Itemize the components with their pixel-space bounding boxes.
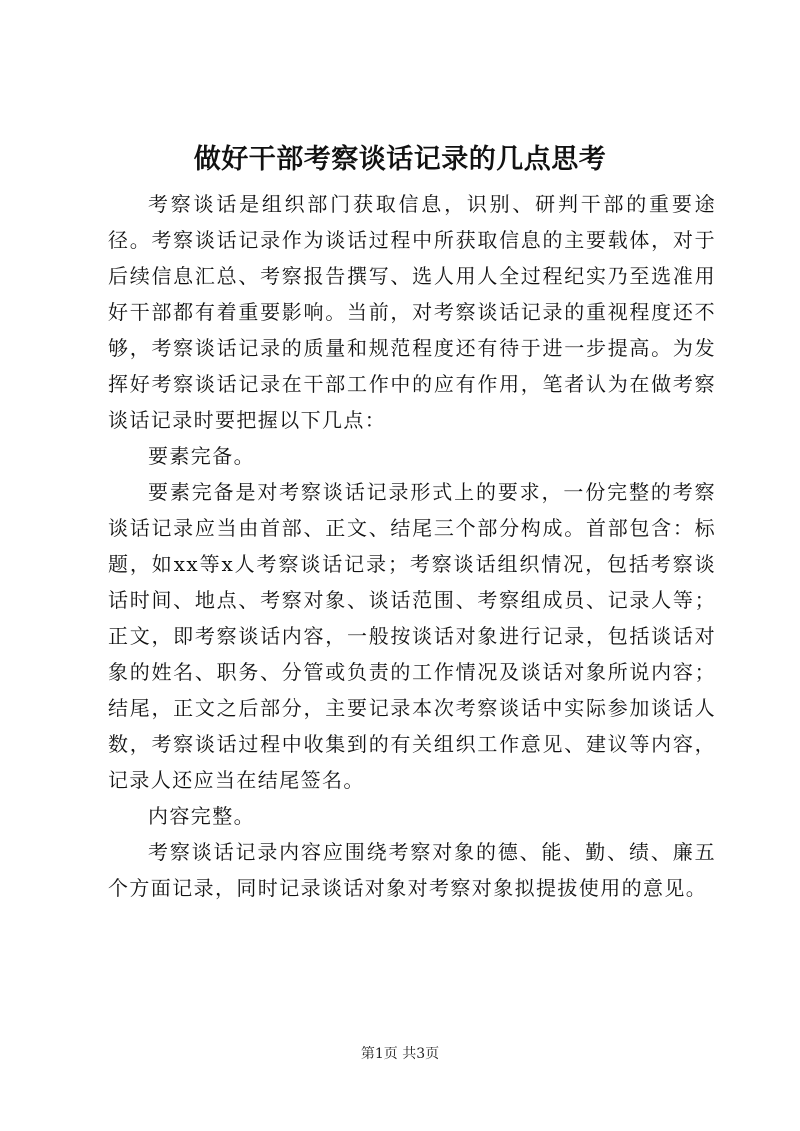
page-number: 第1页 共3页 — [360, 1046, 440, 1062]
document-body — [108, 186, 716, 906]
section-heading-content-complete: 内容完整。 — [148, 804, 255, 828]
paragraph-content-complete: 考察谈话记录内容应围绕考察对象的德、能、勤、绩、廉五个方面记录，同时记录谈话对象对考察对象拟提拔使用的意见。 — [108, 840, 716, 900]
paragraph-elements-complete: 要素完备是对考察谈话记录形式上的要求，一份完整的考察谈话记录应当由首部、正文、结尾三个部分构成。首部包含：标题，如xx等x人考察谈话记录；考察谈话组织情况，包括考察谈话时间、地点、考察对象、谈话范围、考察组成员、记录人等；正文，即考察谈话内容，一般按谈话对象进行记录，包括谈话对象的姓名、职务、分管或负责的工作情况及谈话对象所说内容；结尾，正文之后部分，主要记录本次考察谈话中实际参加谈话人数，考察谈话过程中收集到的有关组织工作意见、建议等内容，记录人还应当在结尾签名。 — [108, 480, 716, 792]
section-heading-elements-complete: 要素完备。 — [148, 444, 255, 468]
document-title: 做好干部考察谈话记录的几点思考 — [193, 144, 607, 175]
paragraph-intro: 考察谈话是组织部门获取信息，识别、研判干部的重要途径。考察谈话记录作为谈话过程中所获取信息的主要载体，对于后续信息汇总、考察报告撰写、选人用人全过程纪实乃至选准用好干部都有着重要影响。当前，对考察谈话记录的重视程度还不够，考察谈话记录的质量和规范程度还有待于进一步提高。为发挥好考察谈话记录在干部工作中的应有作用，笔者认为在做考察谈话记录时要把握以下几点： — [108, 192, 716, 432]
